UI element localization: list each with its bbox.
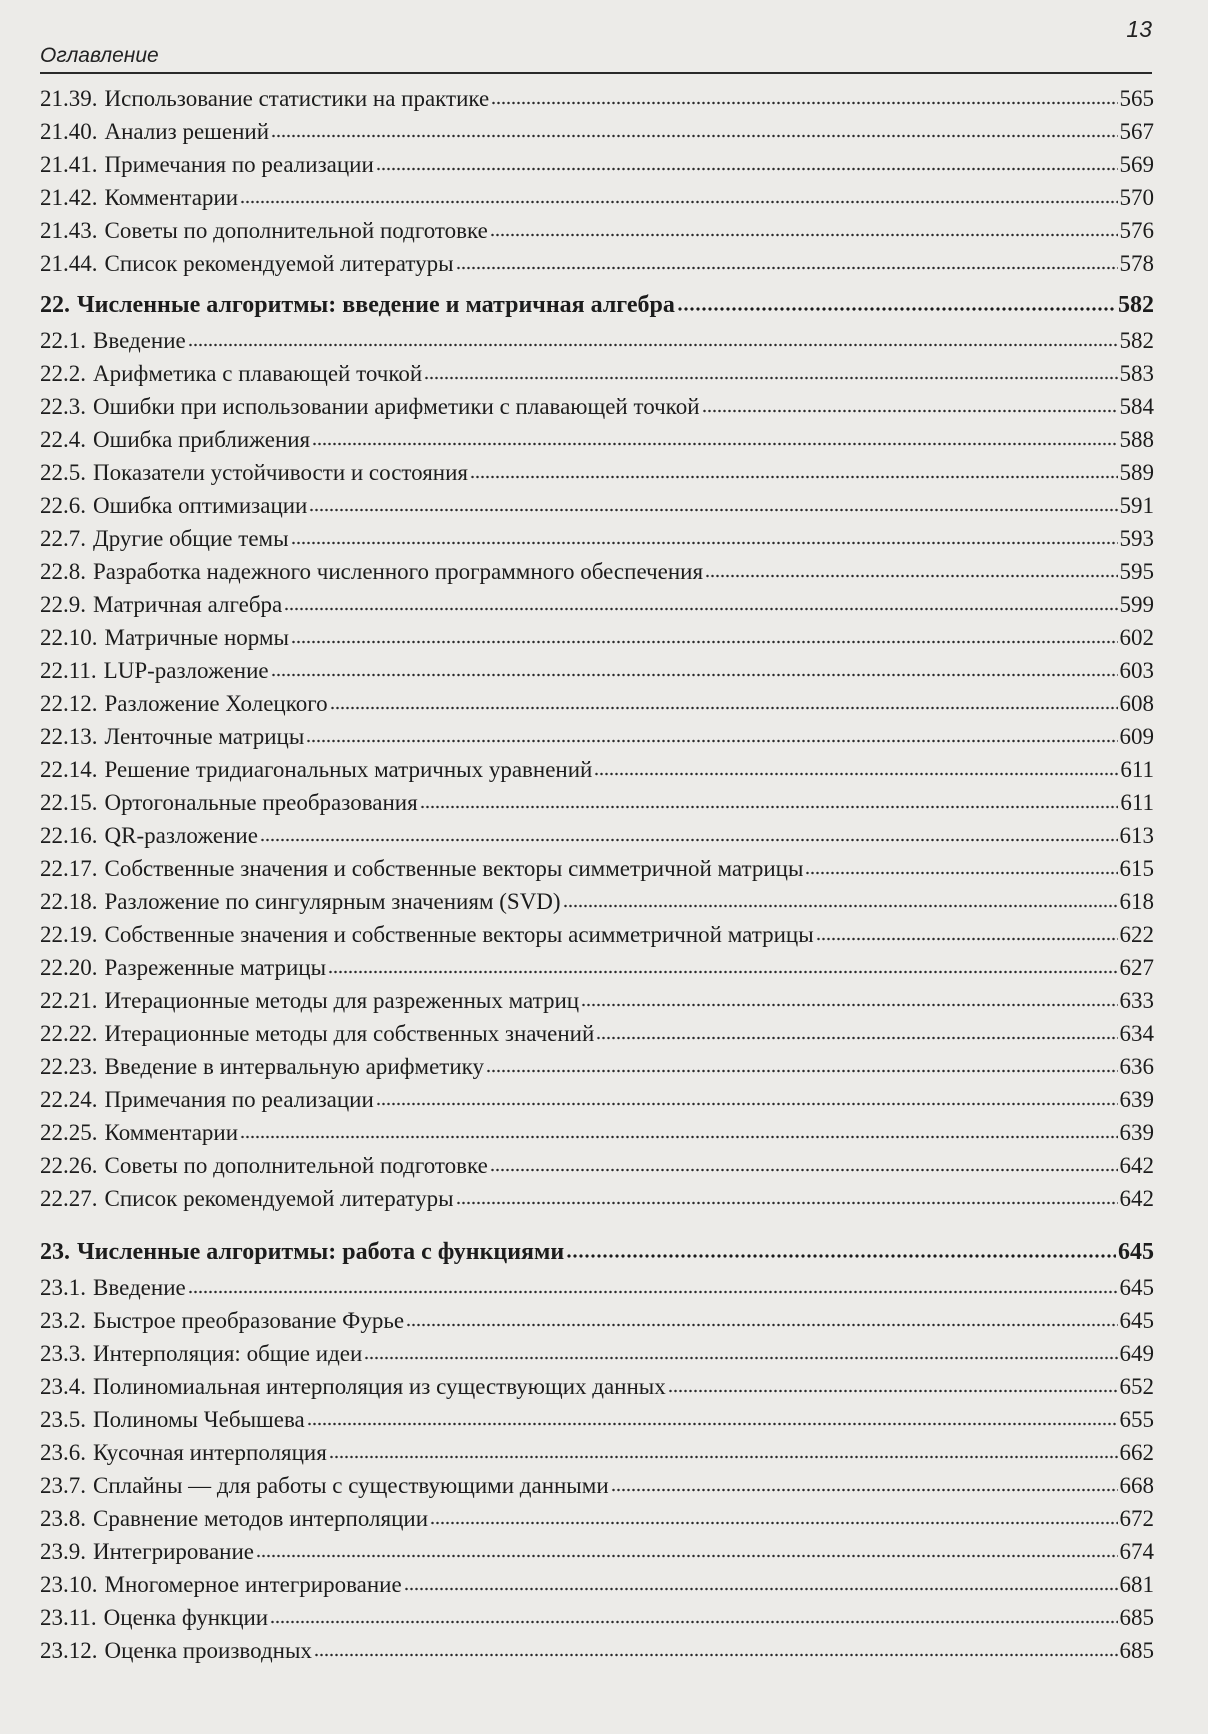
toc-entry bbox=[40, 720, 1154, 753]
dot-leader bbox=[240, 197, 1117, 205]
toc-entry-title: Разработка надежного численного программного обеспечения bbox=[93, 559, 704, 584]
toc-entry-title: Ортогональные преобразования bbox=[104, 790, 418, 815]
dot-leader bbox=[312, 439, 1117, 447]
dot-leader bbox=[240, 1132, 1117, 1140]
toc-entry-page: 578 bbox=[1119, 251, 1154, 276]
dot-leader bbox=[594, 769, 1118, 777]
toc-entry-number: 22.26. bbox=[40, 1153, 98, 1178]
toc-entry-number: 23.10. bbox=[40, 1572, 98, 1597]
dot-leader bbox=[307, 1419, 1118, 1427]
toc-entry-page: 639 bbox=[1119, 1087, 1154, 1112]
toc-entry bbox=[40, 1149, 1154, 1182]
toc-entry bbox=[40, 1337, 1154, 1370]
toc-entry-number: 22.24. bbox=[40, 1087, 98, 1112]
dot-leader bbox=[291, 538, 1118, 546]
toc-entry-title: Разложение Холецкого bbox=[104, 691, 328, 716]
toc-entry-title: Арифметика с плавающей точкой bbox=[93, 361, 423, 386]
toc-entry-number: 21.39. bbox=[40, 86, 98, 111]
toc-entry-page: 569 bbox=[1119, 152, 1154, 177]
toc-entry-page: 662 bbox=[1119, 1440, 1154, 1465]
toc-entry-number: 22.8. bbox=[40, 559, 86, 584]
toc-entry bbox=[40, 423, 1154, 456]
toc-entry-number: 23.5. bbox=[40, 1407, 86, 1432]
toc-entry-title: Собственные значения и собственные векторы асимметричной матрицы bbox=[104, 922, 814, 947]
toc-entry-page: 589 bbox=[1119, 460, 1154, 485]
toc-entry bbox=[40, 918, 1154, 951]
toc-entry-title: Показатели устойчивости и состояния bbox=[93, 460, 469, 485]
toc-entry-page: 652 bbox=[1119, 1374, 1154, 1399]
dot-leader bbox=[611, 1485, 1118, 1493]
toc-entry-page: 609 bbox=[1119, 724, 1154, 749]
toc-entry bbox=[40, 1304, 1154, 1337]
dot-leader bbox=[490, 1165, 1118, 1173]
toc-entry-number: 22.1. bbox=[40, 328, 86, 353]
toc-entry-page: 611 bbox=[1120, 790, 1154, 815]
toc-entry-number: 23.1. bbox=[40, 1275, 86, 1300]
running-header-title: Оглавление bbox=[40, 44, 159, 67]
toc-entry-page: 645 bbox=[1119, 1308, 1154, 1333]
toc-entry bbox=[40, 1116, 1154, 1149]
toc-entry-page: 570 bbox=[1119, 185, 1154, 210]
toc-entry-title: Другие общие темы bbox=[93, 526, 289, 551]
toc-entry bbox=[40, 1403, 1154, 1436]
toc-entry-number: 21.43. bbox=[40, 218, 98, 243]
toc-entry-page: 588 bbox=[1119, 427, 1154, 452]
toc-entry-title: Введение bbox=[93, 328, 186, 353]
toc-entry bbox=[40, 82, 1154, 115]
toc-entry-number: 22.18. bbox=[40, 889, 98, 914]
toc-entry-title: LUP-разложение bbox=[103, 658, 269, 683]
dot-leader bbox=[490, 230, 1118, 238]
dot-leader bbox=[306, 736, 1117, 744]
toc-entry bbox=[40, 1182, 1154, 1215]
toc-entry bbox=[40, 115, 1154, 148]
toc-entry bbox=[40, 1083, 1154, 1116]
toc-entry-title: Полиномы Чебышева bbox=[93, 1407, 305, 1432]
toc-entry-number: 22.17. bbox=[40, 856, 98, 881]
toc-entry-number: 23.12. bbox=[40, 1638, 98, 1663]
toc-entry bbox=[40, 1601, 1154, 1634]
toc-entry-page: 672 bbox=[1119, 1506, 1154, 1531]
toc-entry-page: 576 bbox=[1119, 218, 1154, 243]
toc-entry-number: 23.11. bbox=[40, 1605, 97, 1630]
toc-entry bbox=[40, 654, 1154, 687]
toc-entry-page: 613 bbox=[1119, 823, 1154, 848]
dot-leader bbox=[364, 1353, 1117, 1361]
toc-entry-number: 22.12. bbox=[40, 691, 98, 716]
toc-entry bbox=[40, 1469, 1154, 1502]
toc-entry-number: 22.27. bbox=[40, 1186, 98, 1211]
dot-leader bbox=[702, 406, 1118, 414]
toc-entry-number: 22.5. bbox=[40, 460, 86, 485]
dot-leader bbox=[376, 164, 1118, 172]
dot-leader bbox=[420, 802, 1119, 810]
toc-entry-number: 22.25. bbox=[40, 1120, 98, 1145]
toc-entry bbox=[40, 1017, 1154, 1050]
table-of-contents bbox=[40, 82, 1154, 1667]
toc-entry-number: 22.9. bbox=[40, 592, 86, 617]
toc-entry-page: 582 bbox=[1119, 328, 1154, 353]
dot-leader bbox=[260, 835, 1118, 843]
toc-entry-page: 599 bbox=[1119, 592, 1154, 617]
toc-entry-page: 615 bbox=[1119, 856, 1154, 881]
toc-entry-number: 22.23. bbox=[40, 1054, 98, 1079]
toc-entry-number: 22.11. bbox=[40, 658, 97, 683]
toc-entry-title: Интегрирование bbox=[93, 1539, 255, 1564]
toc-entry-title: Примечания по реализации bbox=[104, 1087, 374, 1112]
toc-entry bbox=[40, 489, 1154, 522]
dot-leader bbox=[581, 1000, 1117, 1008]
toc-entry-title: Список рекомендуемой литературы bbox=[104, 251, 454, 276]
toc-entry-title: Оценка производных bbox=[104, 1638, 312, 1663]
toc-entry-title: Матричная алгебра bbox=[93, 592, 283, 617]
dot-leader bbox=[329, 1452, 1118, 1460]
toc-entry-title: Оценка функции bbox=[103, 1605, 269, 1630]
toc-entry bbox=[40, 588, 1154, 621]
toc-entry bbox=[40, 951, 1154, 984]
toc-entry-number: 22.15. bbox=[40, 790, 98, 815]
toc-entry-page: 674 bbox=[1119, 1539, 1154, 1564]
toc-entry-number: 22.14. bbox=[40, 757, 98, 782]
toc-entry-page: 583 bbox=[1119, 361, 1154, 386]
toc-entry-page: 567 bbox=[1119, 119, 1154, 144]
toc-entry-number: 21.42. bbox=[40, 185, 98, 210]
toc-entry-title: QR-разложение bbox=[104, 823, 258, 848]
dot-leader bbox=[406, 1320, 1117, 1328]
toc-entry-title: Примечания по реализации bbox=[104, 152, 374, 177]
toc-entry-title: Итерационные методы для собственных значений bbox=[104, 1021, 595, 1046]
toc-entry-page: 591 bbox=[1119, 493, 1154, 518]
toc-entry-title: Сравнение методов интерполяции bbox=[93, 1506, 429, 1531]
toc-entry-page: 642 bbox=[1119, 1186, 1154, 1211]
toc-entry-page: 636 bbox=[1119, 1054, 1154, 1079]
dot-leader bbox=[470, 472, 1117, 480]
toc-entry-page: 627 bbox=[1119, 955, 1154, 980]
toc-entry-number: 22.21. bbox=[40, 988, 98, 1013]
page-number: 13 bbox=[1126, 16, 1152, 42]
toc-entry bbox=[40, 324, 1154, 357]
toc-entry-title: Ошибка приближения bbox=[93, 427, 311, 452]
toc-entry-number: 22.22. bbox=[40, 1021, 98, 1046]
dot-leader bbox=[816, 934, 1118, 942]
dot-leader bbox=[596, 1033, 1117, 1041]
toc-entry-title: Ошибка оптимизации bbox=[93, 493, 308, 518]
toc-entry-title: Введение в интервальную арифметику bbox=[104, 1054, 485, 1079]
dot-leader bbox=[430, 1518, 1117, 1526]
toc-entry bbox=[40, 1568, 1154, 1601]
toc-entry bbox=[40, 247, 1154, 280]
toc-entry-page: 602 bbox=[1119, 625, 1154, 650]
toc-chapter-heading bbox=[40, 1233, 1154, 1271]
toc-entry-title: Использование статистики на практике bbox=[104, 86, 490, 111]
toc-entry bbox=[40, 148, 1154, 181]
toc-entry-title: Ошибки при использовании арифметики с плавающей точкой bbox=[93, 394, 700, 419]
toc-entry-number: 22.19. bbox=[40, 922, 98, 947]
dot-leader bbox=[456, 263, 1118, 271]
toc-entry-title: Полиномиальная интерполяция из существующих данных bbox=[93, 1374, 666, 1399]
toc-entry bbox=[40, 1271, 1154, 1304]
toc-entry-number: 22.2. bbox=[40, 361, 86, 386]
toc-entry-number: 22.7. bbox=[40, 526, 86, 551]
dot-leader bbox=[805, 868, 1117, 876]
toc-entry-page: 584 bbox=[1119, 394, 1154, 419]
toc-entry-page: 634 bbox=[1119, 1021, 1154, 1046]
toc-entry-title: Кусочная интерполяция bbox=[93, 1440, 327, 1465]
toc-entry-number: 23.6. bbox=[40, 1440, 86, 1465]
toc-entry-title: Решение тридиагональных матричных уравнений bbox=[104, 757, 593, 782]
toc-entry-number: 23.3. bbox=[40, 1341, 86, 1366]
toc-entry-title: Собственные значения и собственные векторы симметричной матрицы bbox=[104, 856, 804, 881]
toc-entry-page: 685 bbox=[1119, 1605, 1154, 1630]
toc-entry bbox=[40, 181, 1154, 214]
dot-leader bbox=[188, 340, 1118, 348]
toc-entry-number: 23.8. bbox=[40, 1506, 86, 1531]
toc-entry bbox=[40, 1535, 1154, 1568]
toc-entry-title: Интерполяция: общие идеи bbox=[93, 1341, 363, 1366]
dot-leader bbox=[309, 505, 1117, 513]
dot-leader bbox=[563, 901, 1118, 909]
toc-entry-page: 645 bbox=[1118, 1239, 1154, 1265]
toc-entry-title: Разложение по сингулярным значениям (SVD) bbox=[104, 889, 561, 914]
toc-entry-page: 582 bbox=[1118, 292, 1154, 318]
toc-chapter-heading bbox=[40, 286, 1154, 324]
toc-entry-number: 22.16. bbox=[40, 823, 98, 848]
dot-leader bbox=[328, 967, 1117, 975]
toc-entry-page: 633 bbox=[1119, 988, 1154, 1013]
toc-entry-page: 681 bbox=[1119, 1572, 1154, 1597]
toc-entry bbox=[40, 555, 1154, 588]
toc-entry-number: 21.41. bbox=[40, 152, 98, 177]
toc-entry-title: Итерационные методы для разреженных матриц bbox=[104, 988, 580, 1013]
toc-entry-number: 23.9. bbox=[40, 1539, 86, 1564]
toc-entry bbox=[40, 1502, 1154, 1535]
toc-entry-number: 22.10. bbox=[40, 625, 98, 650]
toc-entry-page: 595 bbox=[1119, 559, 1154, 584]
dot-leader bbox=[284, 604, 1117, 612]
toc-entry bbox=[40, 1370, 1154, 1403]
toc-entry-page: 618 bbox=[1119, 889, 1154, 914]
dot-leader bbox=[705, 571, 1117, 579]
toc-entry-title: Численные алгоритмы: введение и матричная алгебра bbox=[77, 292, 675, 318]
toc-entry-number: 22.4. bbox=[40, 427, 86, 452]
toc-entry-title: Список рекомендуемой литературы bbox=[104, 1186, 454, 1211]
toc-entry-number: 22. bbox=[40, 292, 70, 318]
dot-leader bbox=[271, 131, 1117, 139]
dot-leader bbox=[677, 304, 1116, 312]
dot-leader bbox=[270, 1617, 1117, 1625]
dot-leader bbox=[188, 1287, 1118, 1295]
toc-entry-number: 23.2. bbox=[40, 1308, 86, 1333]
toc-entry-page: 649 bbox=[1119, 1341, 1154, 1366]
toc-entry-page: 642 bbox=[1119, 1153, 1154, 1178]
dot-leader bbox=[376, 1099, 1118, 1107]
running-header bbox=[40, 16, 1152, 74]
toc-entry-number: 22.20. bbox=[40, 955, 98, 980]
toc-entry bbox=[40, 984, 1154, 1017]
toc-entry-number: 21.40. bbox=[40, 119, 98, 144]
toc-entry bbox=[40, 687, 1154, 720]
toc-entry-title: Ленточные матрицы bbox=[104, 724, 305, 749]
toc-entry-number: 22.6. bbox=[40, 493, 86, 518]
toc-entry-number: 23. bbox=[40, 1239, 70, 1265]
toc-entry-page: 611 bbox=[1120, 757, 1154, 782]
toc-entry-title: Комментарии bbox=[104, 1120, 239, 1145]
toc-entry-page: 645 bbox=[1119, 1275, 1154, 1300]
toc-entry bbox=[40, 885, 1154, 918]
dot-leader bbox=[456, 1198, 1118, 1206]
toc-entry-page: 593 bbox=[1119, 526, 1154, 551]
toc-entry-page: 685 bbox=[1119, 1638, 1154, 1663]
dot-leader bbox=[404, 1584, 1118, 1592]
toc-entry bbox=[40, 852, 1154, 885]
toc-entry-page: 622 bbox=[1119, 922, 1154, 947]
toc-entry-title: Разреженные матрицы bbox=[104, 955, 327, 980]
toc-entry bbox=[40, 1436, 1154, 1469]
toc-entry-title: Численные алгоритмы: работа с функциями bbox=[77, 1239, 565, 1265]
toc-entry bbox=[40, 214, 1154, 247]
dot-leader bbox=[256, 1551, 1117, 1559]
toc-entry-title: Введение bbox=[93, 1275, 186, 1300]
toc-entry-number: 22.13. bbox=[40, 724, 98, 749]
toc-entry-title: Комментарии bbox=[104, 185, 239, 210]
toc-entry bbox=[40, 1634, 1154, 1667]
toc-entry-title: Сплайны — для работы с существующими данными bbox=[93, 1473, 609, 1498]
toc-entry bbox=[40, 753, 1154, 786]
toc-entry bbox=[40, 456, 1154, 489]
toc-entry-page: 603 bbox=[1119, 658, 1154, 683]
toc-entry-title: Быстрое преобразование Фурье bbox=[93, 1308, 405, 1333]
toc-entry-title: Матричные нормы bbox=[104, 625, 289, 650]
toc-entry-title: Многомерное интегрирование bbox=[104, 1572, 402, 1597]
toc-entry-page: 565 bbox=[1119, 86, 1154, 111]
toc-entry bbox=[40, 621, 1154, 654]
dot-leader bbox=[271, 670, 1118, 678]
dot-leader bbox=[566, 1251, 1116, 1259]
toc-entry bbox=[40, 1050, 1154, 1083]
dot-leader bbox=[291, 637, 1118, 645]
toc-entry-page: 668 bbox=[1119, 1473, 1154, 1498]
toc-entry bbox=[40, 390, 1154, 423]
toc-entry-number: 22.3. bbox=[40, 394, 86, 419]
toc-entry-number: 21.44. bbox=[40, 251, 98, 276]
toc-entry-page: 639 bbox=[1119, 1120, 1154, 1145]
toc-entry-title: Советы по дополнительной подготовке bbox=[104, 1153, 488, 1178]
toc-entry-title: Советы по дополнительной подготовке bbox=[104, 218, 488, 243]
dot-leader bbox=[314, 1650, 1118, 1658]
toc-entry-page: 608 bbox=[1119, 691, 1154, 716]
dot-leader bbox=[486, 1066, 1117, 1074]
toc-entry bbox=[40, 522, 1154, 555]
toc-entry-page: 655 bbox=[1119, 1407, 1154, 1432]
dot-leader bbox=[330, 703, 1118, 711]
toc-entry-title: Анализ решений bbox=[104, 119, 270, 144]
toc-entry bbox=[40, 786, 1154, 819]
toc-entry bbox=[40, 819, 1154, 852]
dot-leader bbox=[424, 373, 1117, 381]
toc-entry-number: 23.7. bbox=[40, 1473, 86, 1498]
dot-leader bbox=[491, 98, 1117, 106]
toc-entry-number: 23.4. bbox=[40, 1374, 86, 1399]
toc-entry bbox=[40, 357, 1154, 390]
dot-leader bbox=[668, 1386, 1118, 1394]
